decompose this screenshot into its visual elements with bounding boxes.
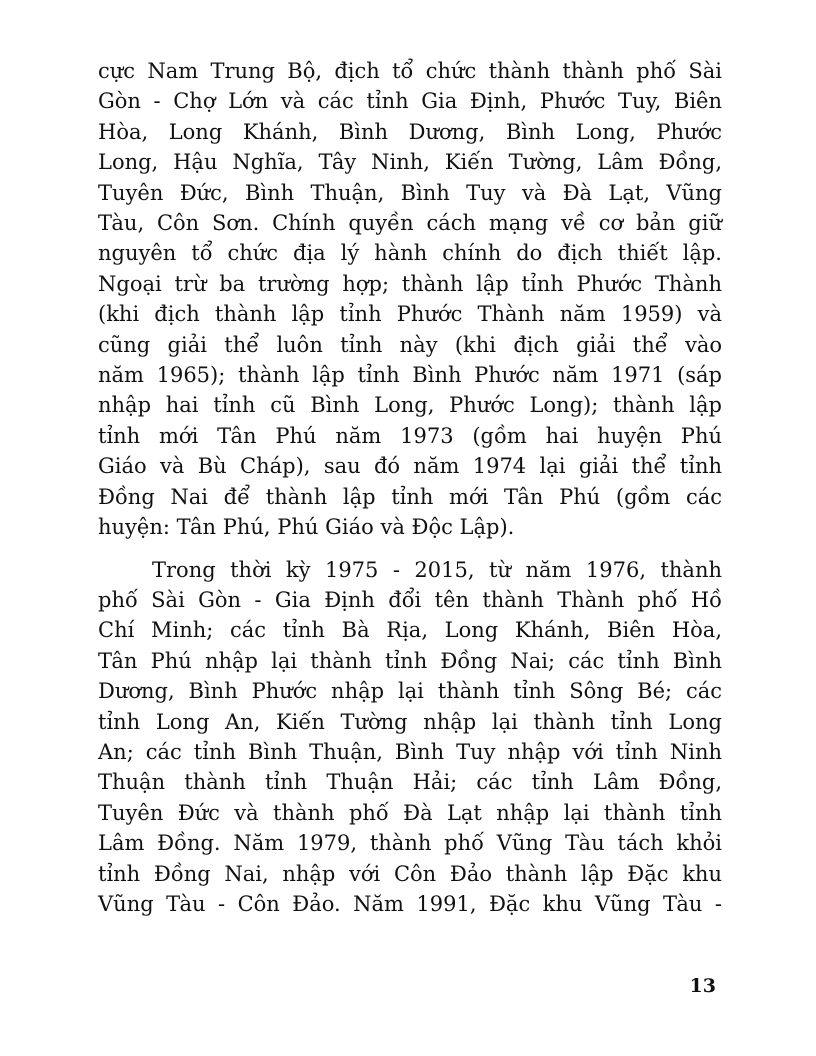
page-number: 13	[689, 975, 716, 997]
text-line: An; các tỉnh Bình Thuận, Bình Tuy nhập với tỉnh Ninh	[98, 739, 722, 764]
paragraph-1	[98, 56, 722, 543]
text-line: Đồng Nai để thành lập tỉnh mới Tân Phú (gồm các	[98, 484, 722, 509]
paragraph-2	[98, 555, 722, 920]
text-line: huyện: Tân Phú, Phú Giáo và Độc Lập).	[98, 515, 515, 540]
text-line: phố Sài Gòn - Gia Định đổi tên thành Thành phố Hồ	[98, 587, 722, 612]
text-line: tỉnh mới Tân Phú năm 1973 (gồm hai huyện Phú	[98, 423, 722, 448]
text-line: Giáo và Bù Cháp), sau đó năm 1974 lại giải thể tỉnh	[98, 454, 722, 479]
text-line: tỉnh Đồng Nai, nhập với Côn Đảo thành lập Đặc khu	[98, 861, 722, 886]
text-line: Thuận thành tỉnh Thuận Hải; các tỉnh Lâm Đồng,	[98, 770, 722, 795]
paragraph-gap	[98, 543, 722, 555]
text-line: (khi địch thành lập tỉnh Phước Thành năm 1959) và	[98, 302, 722, 327]
text-line: Ngoại trừ ba trường hợp; thành lập tỉnh Phước Thành	[98, 271, 722, 296]
text-line: cực Nam Trung Bộ, địch tổ chức thành thành phố Sài	[98, 59, 722, 83]
text-line: Hòa, Long Khánh, Bình Dương, Bình Long, Phước	[98, 119, 722, 144]
text-line: Dương, Bình Phước nhập lại thành tỉnh Sông Bé; các	[98, 679, 722, 704]
text-line: Gòn - Chợ Lớn và các tỉnh Gia Định, Phước Tuy, Biên	[98, 89, 722, 114]
text-line: Vũng Tàu - Côn Đảo. Năm 1991, Đặc khu Vũng Tàu -	[98, 891, 722, 916]
text-line: Lâm Đồng. Năm 1979, thành phố Vũng Tàu tách khỏi	[98, 831, 722, 856]
page-body	[98, 56, 722, 919]
text-line: Tân Phú nhập lại thành tỉnh Đồng Nai; các tỉnh Bình	[98, 648, 722, 673]
text-line: Tuyên Đức, Bình Thuận, Bình Tuy và Đà Lạt, Vũng	[98, 180, 722, 205]
text-line: tỉnh Long An, Kiến Tường nhập lại thành tỉnh Long	[98, 709, 722, 734]
text-line: năm 1965); thành lập tỉnh Bình Phước năm 1971 (sáp	[98, 363, 722, 388]
text-line: nguyên tổ chức địa lý hành chính do địch thiết lập.	[98, 241, 722, 266]
text-line: Tuyên Đức và thành phố Đà Lạt nhập lại thành tỉnh	[98, 800, 722, 825]
text-line: Trong thời kỳ 1975 - 2015, từ năm 1976, thành	[152, 557, 722, 582]
text-line: nhập hai tỉnh cũ Bình Long, Phước Long); thành lập	[98, 393, 722, 418]
text-line: cũng giải thể luôn tỉnh này (khi địch giải thể vào	[98, 332, 722, 357]
text-line: Tàu, Côn Sơn. Chính quyền cách mạng về cơ bản giữ	[98, 211, 722, 236]
text-line: Long, Hậu Nghĩa, Tây Ninh, Kiến Tường, Lâm Đồng,	[98, 150, 722, 175]
text-line: Chí Minh; các tỉnh Bà Rịa, Long Khánh, Biên Hòa,	[98, 618, 722, 643]
